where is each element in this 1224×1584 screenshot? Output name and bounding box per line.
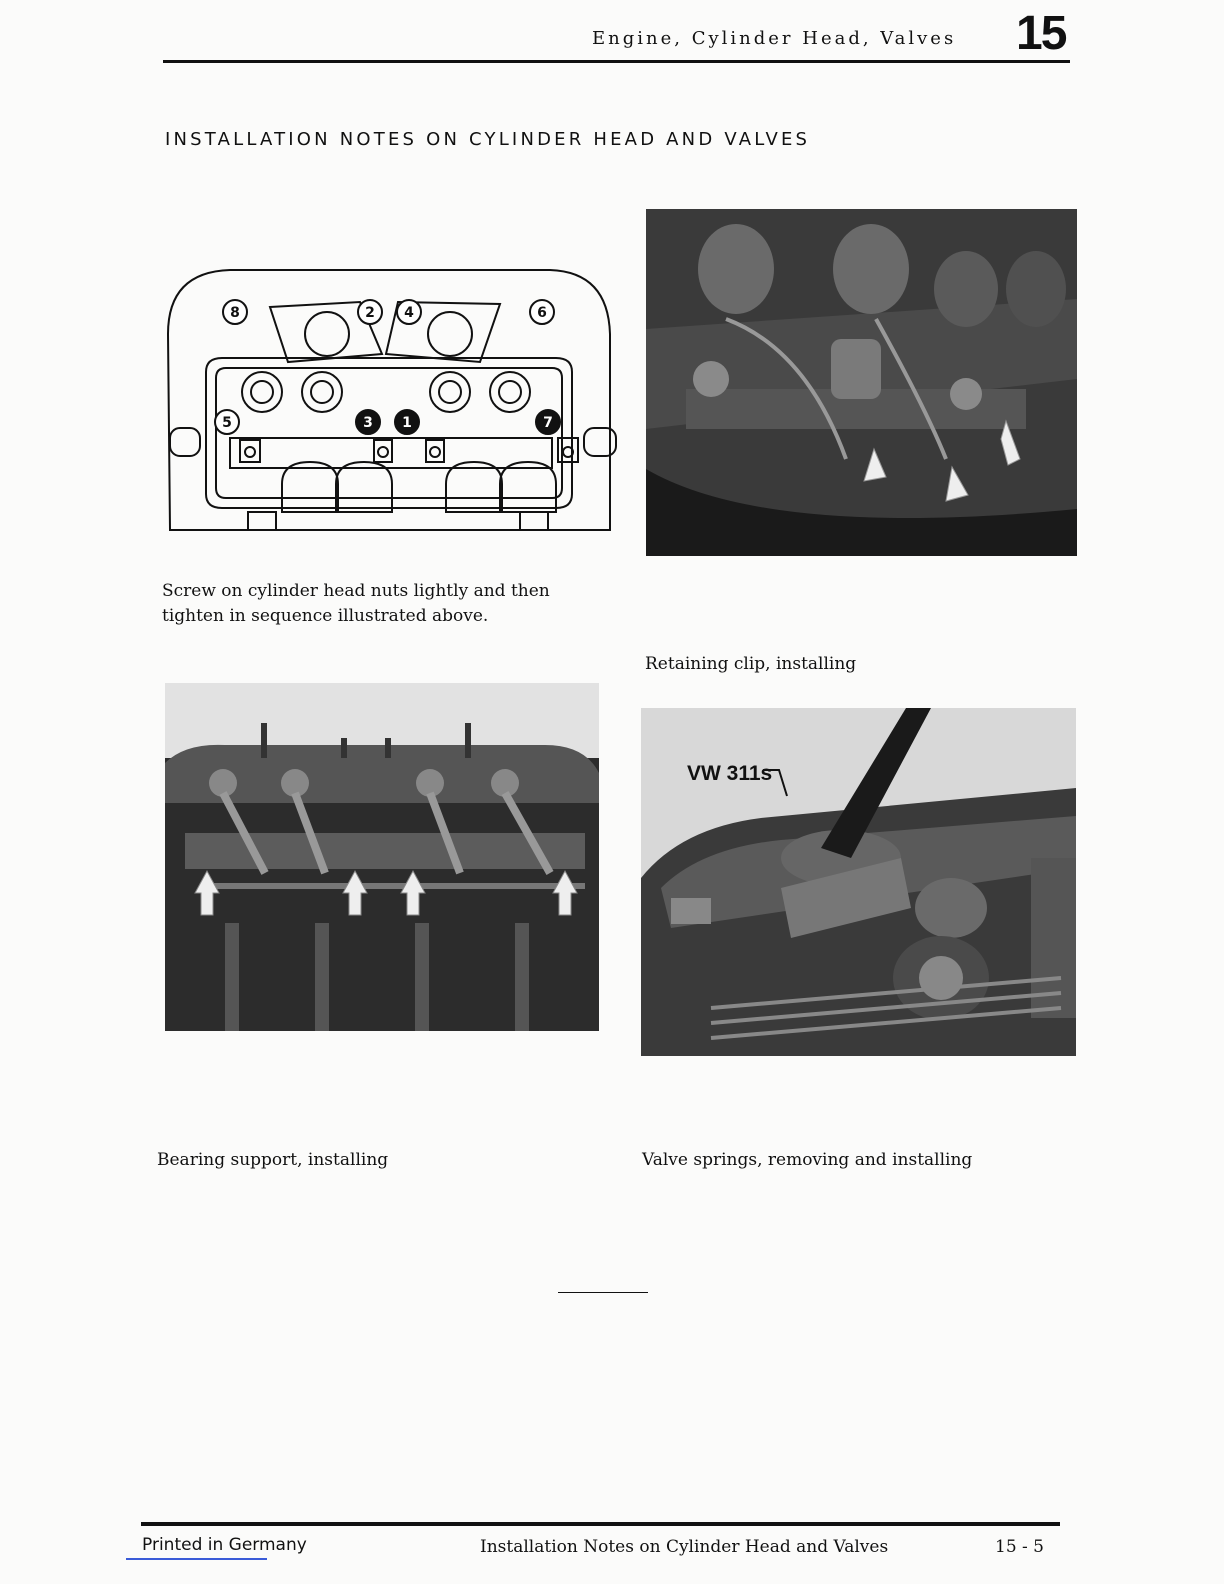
bearing-support-photo <box>165 683 599 1031</box>
page-number: 15 - 5 <box>995 1537 1044 1557</box>
end-of-page-rule <box>558 1292 648 1293</box>
footer-divider <box>141 1522 1060 1526</box>
svg-text:5: 5 <box>222 415 232 431</box>
svg-text:3: 3 <box>363 415 373 431</box>
svg-text:1: 1 <box>402 415 412 431</box>
sequence-marker-7 <box>536 410 560 434</box>
diagram-caption-line-2: tighten in sequence illustrated above. <box>162 606 489 626</box>
footer-link-underline <box>126 1558 267 1560</box>
sequence-marker-2 <box>358 300 382 324</box>
tool-label-vw311s: VW 311s <box>687 762 773 785</box>
header-divider <box>163 60 1070 63</box>
bearing-support-caption: Bearing support, installing <box>157 1150 389 1170</box>
header-title: Engine, Cylinder Head, Valves <box>592 28 957 49</box>
footer-printed-in: Printed in Germany <box>142 1535 307 1555</box>
svg-text:2: 2 <box>365 305 375 321</box>
cylinder-head-diagram <box>160 262 620 540</box>
diagram-caption-line-1: Screw on cylinder head nuts lightly and then <box>162 581 550 601</box>
footer-title: Installation Notes on Cylinder Head and Valves <box>480 1537 889 1557</box>
valve-springs-photo <box>641 708 1076 1056</box>
retaining-clip-caption: Retaining clip, installing <box>645 654 857 674</box>
section-heading: INSTALLATION NOTES ON CYLINDER HEAD AND VALVES <box>165 129 811 150</box>
retaining-clip-photo <box>646 209 1077 556</box>
diagram-caption <box>162 579 550 629</box>
valve-springs-caption: Valve springs, removing and installing <box>642 1150 973 1170</box>
sequence-marker-5 <box>215 410 239 434</box>
sequence-marker-1 <box>395 410 419 434</box>
sequence-marker-6 <box>530 300 554 324</box>
svg-text:6: 6 <box>537 305 547 321</box>
section-number: 15 <box>1016 7 1066 60</box>
sequence-marker-8 <box>223 300 247 324</box>
sequence-marker-4 <box>397 300 421 324</box>
svg-text:4: 4 <box>404 305 414 321</box>
svg-text:8: 8 <box>230 305 240 321</box>
svg-text:7: 7 <box>543 415 553 431</box>
sequence-marker-3 <box>356 410 380 434</box>
